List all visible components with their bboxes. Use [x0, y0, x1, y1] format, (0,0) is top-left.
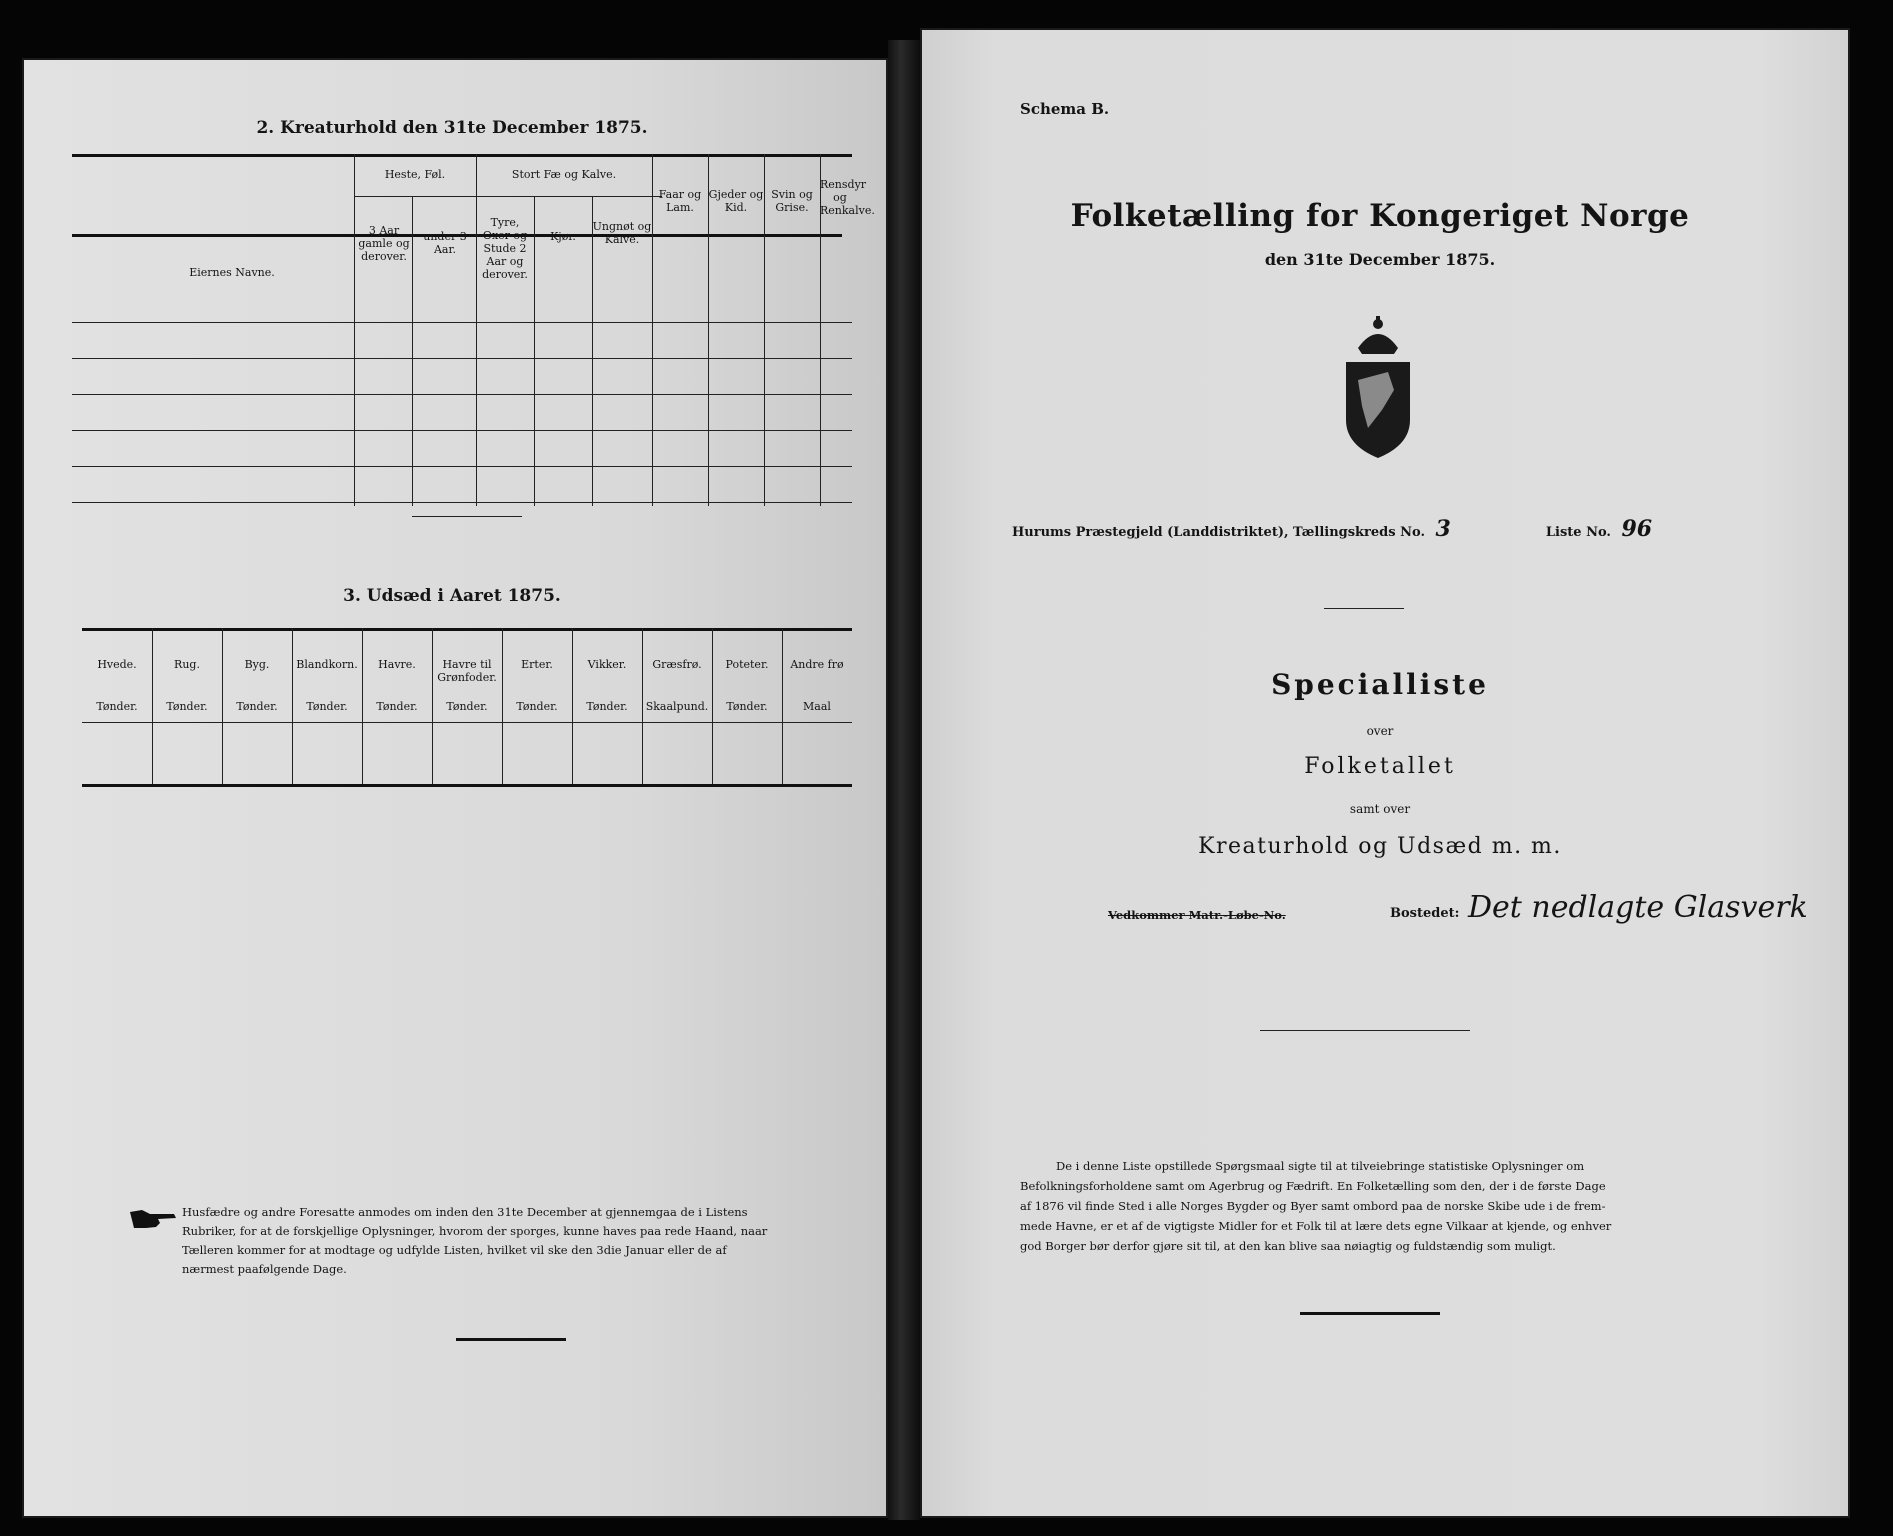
- list-label: Liste No.: [1545, 525, 1611, 540]
- sowing-col-unit: Tønder.: [586, 700, 628, 713]
- reindeer-header: Rensdyr og Renkalve.: [820, 178, 875, 217]
- paragraph-line-5: god Borger bør derfor gjøre sit til, at den kan blive saa nøiagtig og fuldstændig som muligt.: [1020, 1239, 1556, 1253]
- notice-text: [182, 1203, 882, 1279]
- horses-header: Heste, Føl.: [384, 168, 446, 181]
- cattle-sub2-header: Kjør.: [550, 230, 576, 243]
- sowing-col-name: Hvede.: [97, 658, 137, 671]
- left-page: [22, 58, 888, 1518]
- district-line: [1012, 516, 1832, 542]
- sowing-col-name: Havre.: [378, 658, 416, 671]
- heading-specialliste: Specialliste: [1271, 668, 1489, 701]
- sowing-col-name: Havre til Grønfoder.: [437, 658, 497, 684]
- samt-over-text: samt over: [1349, 802, 1411, 816]
- page-title: Folketælling for Kongeriget Norge: [1070, 198, 1690, 234]
- coat-of-arms-icon: [1328, 310, 1428, 460]
- book-spine: [888, 40, 920, 1520]
- sowing-col-name: Erter.: [521, 658, 553, 671]
- section2-title: 2. Kreaturhold den 31te December 1875.: [256, 118, 648, 138]
- district-label: Hurums Præstegjeld (Landdistriktet), Tællingskreds No.: [1012, 525, 1425, 540]
- bostedet-label: Bostedet:: [1390, 906, 1460, 921]
- livestock-table: [72, 154, 890, 516]
- divider: [412, 516, 522, 517]
- goats-header: Gjeder og Kid.: [708, 188, 764, 214]
- horses-sub2-header: under 3 Aar.: [423, 230, 467, 256]
- divider: [1260, 1030, 1470, 1031]
- sowing-col-name: Blandkorn.: [296, 658, 358, 671]
- census-date: den 31te December 1875.: [1264, 250, 1496, 269]
- info-paragraph: [1020, 1156, 1830, 1256]
- notice-line-2: Rubriker, for at de forskjellige Oplysninger, hvorom der sporges, kunne haves paa rede Haand, naar: [182, 1224, 768, 1238]
- sowing-col-unit: Tønder.: [166, 700, 208, 713]
- section3-title: 3. Udsæd i Aaret 1875.: [343, 586, 561, 606]
- cattle-header: Stort Fæ og Kalve.: [511, 168, 617, 181]
- notice-line-4: nærmest paafølgende Dage.: [182, 1262, 347, 1276]
- sheep-header: Faar og Lam.: [658, 188, 702, 214]
- horses-sub1-header: 3 Aar gamle og derover.: [358, 224, 410, 263]
- sowing-col-unit: Tønder.: [306, 700, 348, 713]
- owner-header: Eiernes Navne.: [189, 266, 275, 279]
- paragraph-line-3: af 1876 vil finde Sted i alle Norges Bygder og Byer samt ombord paa de norske Skibe ude i de frem-: [1020, 1199, 1606, 1213]
- list-number: 96: [1621, 516, 1653, 542]
- sowing-col-name: Græsfrø.: [652, 658, 702, 671]
- cattle-sub3-header: Ungnøt og Kalve.: [592, 220, 652, 246]
- district-number: 3: [1435, 516, 1451, 542]
- cattle-sub1-header: Tyre, Oxer og Stude 2 Aar og derover.: [482, 216, 528, 281]
- sowing-col-name: Poteter.: [725, 658, 769, 671]
- sowing-col-unit: Skaalpund.: [645, 700, 709, 713]
- heading-folketallet: Folketallet: [1304, 754, 1456, 779]
- pigs-header: Svin og Grise.: [771, 188, 813, 214]
- schema-label: Schema B.: [1020, 100, 1110, 118]
- sowing-col-unit: Tønder.: [726, 700, 768, 713]
- heading-kreaturhold: Kreaturhold og Udsæd m. m.: [1198, 834, 1562, 859]
- matr-label: Vedkommer Matr.-Løbe-No.: [1108, 908, 1286, 922]
- bostedet-value: Det nedlagte Glasverk: [1468, 890, 1808, 925]
- paragraph-line-4: mede Havne, er et af de vigtigste Midler for et Folk til at lære dets egne Vilkaar at kjende, og enhver: [1020, 1219, 1612, 1233]
- sowing-col-name: Rug.: [174, 658, 200, 671]
- sowing-col-unit: Tønder.: [236, 700, 278, 713]
- sowing-col-name: Vikker.: [587, 658, 627, 671]
- sowing-col-name: Byg.: [244, 658, 270, 671]
- sowing-col-unit: Tønder.: [96, 700, 138, 713]
- pointing-hand-icon: [128, 1206, 178, 1232]
- notice-line-1: Husfædre og andre Foresatte anmodes om inden den 31te December at gjennemgaa de i Listens: [182, 1205, 748, 1219]
- sowing-col-unit: Maal: [803, 700, 831, 713]
- sowing-col-unit: Tønder.: [446, 700, 488, 713]
- sowing-col-name: Andre frø: [790, 658, 844, 671]
- paragraph-line-2: Befolkningsforholdene samt om Agerbrug og Fædrift. En Folketælling som den, der i de første Dage: [1020, 1179, 1606, 1193]
- sowing-col-unit: Tønder.: [376, 700, 418, 713]
- sowing-table: [82, 628, 882, 788]
- notice-line-3: Tælleren kommer for at modtage og udfylde Listen, hvilket vil ske den 3die Januar eller de af: [182, 1243, 727, 1257]
- paragraph-line-1: De i denne Liste opstillede Spørgsmaal sigte til at tilveiebringe statistiske Oplysninger om: [1056, 1159, 1585, 1173]
- divider-bottom: [456, 1338, 566, 1341]
- divider-bottom: [1300, 1312, 1440, 1315]
- right-page: [920, 28, 1850, 1518]
- over-text: over: [1366, 724, 1394, 738]
- divider: [1324, 608, 1404, 609]
- sowing-col-unit: Tønder.: [516, 700, 558, 713]
